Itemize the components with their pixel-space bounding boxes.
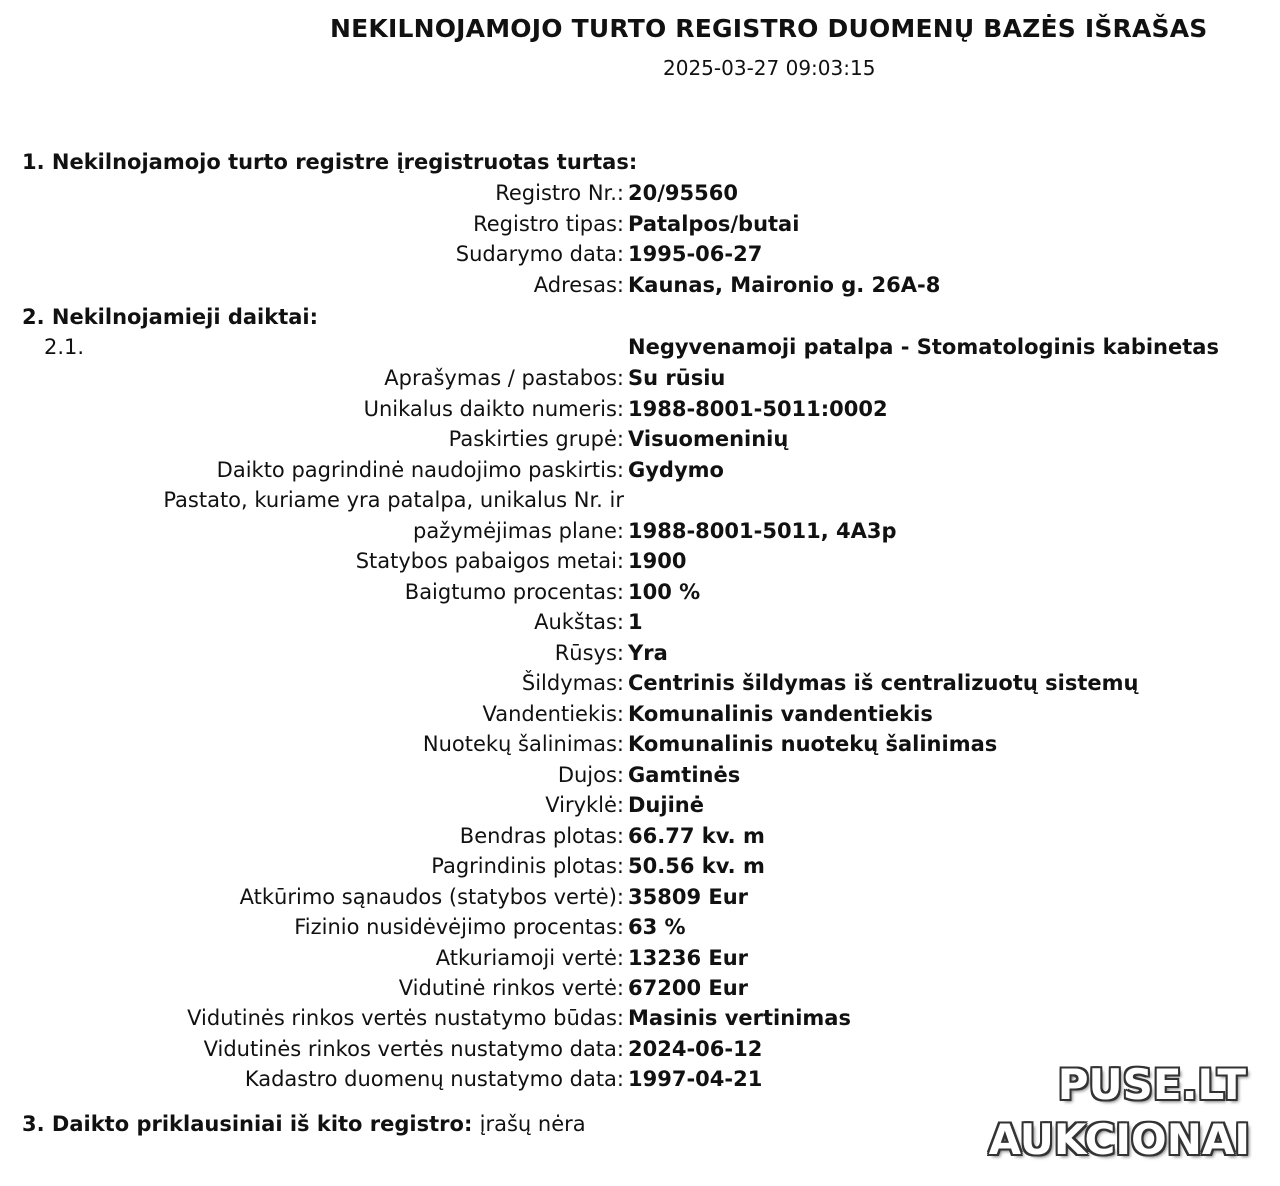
section-1-heading: 1. Nekilnojamojo turto registre įregistruotas turtas:	[22, 150, 638, 174]
field-label: Adresas:	[533, 273, 624, 297]
field-row	[0, 854, 1280, 884]
field-row	[0, 273, 1280, 303]
field-label: Vandentiekis:	[482, 702, 624, 726]
field-label: Dujos:	[557, 763, 624, 787]
field-row	[0, 181, 1280, 211]
field-value: Gydymo	[628, 458, 724, 482]
field-row	[0, 732, 1280, 762]
field-label: Registro tipas:	[473, 212, 624, 236]
field-label: Paskirties grupė:	[448, 427, 624, 451]
field-label: Atkūrimo sąnaudos (statybos vertė):	[239, 885, 624, 909]
document-timestamp: 2025-03-27 09:03:15	[663, 56, 876, 80]
field-label: Vidutinė rinkos vertė:	[398, 976, 624, 1000]
field-value: Su rūsiu	[628, 366, 726, 390]
field-label: Vidutinės rinkos vertės nustatymo data:	[203, 1037, 624, 1061]
field-value: 66.77 kv. m	[628, 824, 765, 848]
field-label: Baigtumo procentas:	[404, 580, 624, 604]
field-label: Pagrindinis plotas:	[431, 854, 624, 878]
field-row	[0, 458, 1280, 488]
field-value: Yra	[628, 641, 668, 665]
field-label: Vidutinės rinkos vertės nustatymo būdas:	[187, 1006, 624, 1030]
field-row	[0, 915, 1280, 945]
field-value: 50.56 kv. m	[628, 854, 765, 878]
field-label: Statybos pabaigos metai:	[355, 549, 624, 573]
field-value: 35809 Eur	[628, 885, 749, 909]
field-label: Atkuriamoji vertė:	[435, 946, 624, 970]
field-label: Bendras plotas:	[459, 824, 624, 848]
field-value: Patalpos/butai	[628, 212, 800, 236]
section-3-heading-text: 3. Daikto priklausiniai iš kito registro:	[22, 1112, 480, 1136]
item-header-row	[0, 335, 1280, 365]
field-row	[0, 885, 1280, 915]
field-row	[0, 519, 1280, 549]
field-row	[0, 488, 1280, 518]
field-row	[0, 1006, 1280, 1036]
field-row	[0, 763, 1280, 793]
field-label: Rūsys:	[554, 641, 624, 665]
field-row	[0, 610, 1280, 640]
field-label: Aukštas:	[534, 610, 624, 634]
field-row	[0, 212, 1280, 242]
field-row	[0, 641, 1280, 671]
field-row	[0, 549, 1280, 579]
field-value: Gamtinės	[628, 763, 741, 787]
field-value: 1988-8001-5011, 4A3p	[628, 519, 897, 543]
section-2-heading: 2. Nekilnojamieji daiktai:	[22, 305, 319, 329]
watermark-line-1: PUSE.LT	[1057, 1060, 1246, 1109]
field-label: Daikto pagrindinė naudojimo paskirtis:	[216, 458, 624, 482]
field-value: Komunalinis vandentiekis	[628, 702, 933, 726]
section-3-heading	[22, 1112, 586, 1136]
field-value: 1900	[628, 549, 687, 573]
field-value: 1	[628, 610, 643, 634]
field-row	[0, 580, 1280, 610]
field-value: 67200 Eur	[628, 976, 749, 1000]
field-value: Centrinis šildymas iš centralizuotų sistemų	[628, 671, 1139, 695]
field-label: Nuotekų šalinimas:	[422, 732, 624, 756]
field-row	[0, 946, 1280, 976]
field-label: pažymėjimas plane:	[413, 519, 624, 543]
field-label: Sudarymo data:	[455, 242, 624, 266]
field-label: Registro Nr.:	[495, 181, 624, 205]
document-title: NEKILNOJAMOJO TURTO REGISTRO DUOMENŲ BAZĖS IŠRAŠAS	[330, 14, 1208, 43]
field-value: Dujinė	[628, 793, 704, 817]
field-value: Masinis vertinimas	[628, 1006, 851, 1030]
field-value: 13236 Eur	[628, 946, 749, 970]
item-number: 2.1.	[44, 335, 85, 359]
field-label: Viryklė:	[545, 793, 624, 817]
field-value: Visuomeninių	[628, 427, 789, 451]
field-value: 100 %	[628, 580, 701, 604]
field-value: Kaunas, Maironio g. 26A-8	[628, 273, 941, 297]
field-row	[0, 397, 1280, 427]
field-row	[0, 824, 1280, 854]
item-title: Negyvenamoji patalpa - Stomatologinis kabinetas	[628, 335, 1219, 359]
field-row	[0, 242, 1280, 272]
field-row	[0, 976, 1280, 1006]
field-value: 20/95560	[628, 181, 738, 205]
field-row	[0, 671, 1280, 701]
field-value: 1997-04-21	[628, 1067, 763, 1091]
field-label: Kadastro duomenų nustatymo data:	[244, 1067, 624, 1091]
field-row	[0, 702, 1280, 732]
field-row	[0, 427, 1280, 457]
field-label: Fizinio nusidėvėjimo procentas:	[294, 915, 624, 939]
field-label: Šildymas:	[521, 671, 624, 695]
field-row	[0, 793, 1280, 823]
watermark-line-2: AUKCIONAI	[988, 1115, 1250, 1164]
field-label: Pastato, kuriame yra patalpa, unikalus Nr. ir	[163, 488, 624, 512]
field-value: 1995-06-27	[628, 242, 763, 266]
field-value: 2024-06-12	[628, 1037, 763, 1061]
field-value: 1988-8001-5011:0002	[628, 397, 888, 421]
field-row	[0, 366, 1280, 396]
section-3-value: įrašų nėra	[479, 1112, 586, 1136]
field-label: Aprašymas / pastabos:	[384, 366, 624, 390]
field-value: 63 %	[628, 915, 686, 939]
field-value: Komunalinis nuotekų šalinimas	[628, 732, 998, 756]
field-label: Unikalus daikto numeris:	[363, 397, 624, 421]
